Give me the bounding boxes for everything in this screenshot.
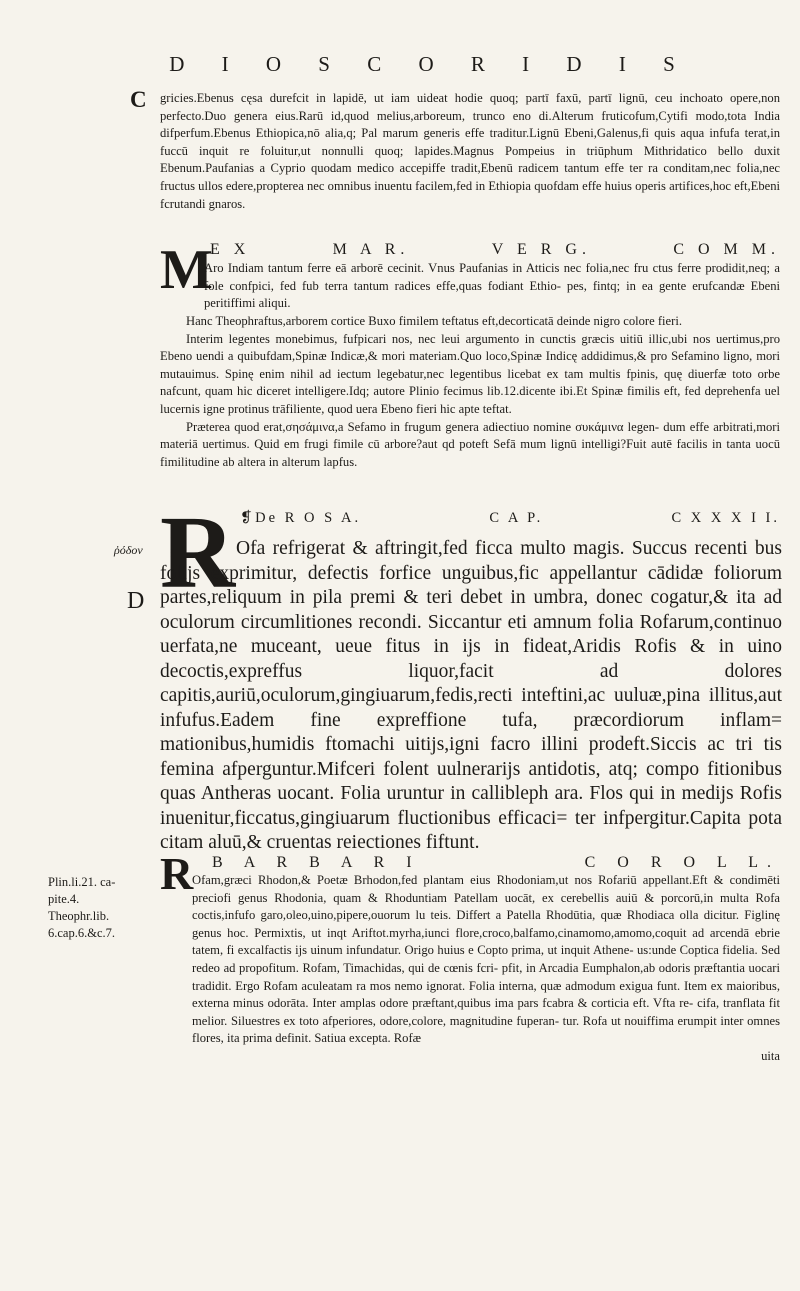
barbari-heading bbox=[212, 854, 780, 872]
heading-word: M A R. bbox=[332, 241, 410, 258]
catchword: uita bbox=[761, 1048, 780, 1063]
barbari-heading-row bbox=[212, 854, 780, 872]
chapter-number: C X X X I I. bbox=[671, 510, 780, 526]
chapter-title-text: De R O S A. bbox=[255, 510, 362, 526]
rosa-chapter-text bbox=[160, 537, 782, 856]
commentary-paragraph-2: Hanc Theophraftus,arborem cortice Buxo fimilem teftatus eft,decorticatā deinde nigro colore fieri. bbox=[186, 314, 682, 328]
heading-word: E X bbox=[210, 241, 251, 258]
rosa-paragraph: Ofa refrigerat & aftringit,fed ficca multo magis. Succus recenti bus folijs exprimitur, defectis forfice unguibus,fic appellantur cādidæ foliorum partes,reliquum in pila premi & teri debet in umbra, donec cogatur,& ita ad oculorum circumlitiones recondi. Siccantur eti amnum folia Rofarum,continuo uerfata,ne muceant, ueue fitus in ijs in fideat,Aridis Rofis & in uino decoctis,expreffus liquor,facit ad dolores capitis,auriū,oculorum,gingiuarum,fedis,recti inteftini,ac uuluæ,pina illitus,aut infufus.Eadem fine expreffione tufa, præcordiorum inflam= mationibus,humidis ftomachi uitijs,igni facro illini prodeft.Siccis ac tri tis femina afperguntur.Mifceri folent uulnerarijs antidotis, atq; compo fitionibus quas Antheras uocant. Folia uruntur in callibleph ara. Flos qui in medijs Rofis inuenitur,ficcatus,gingiuarum fluctionibus efficaci= ter infpergitur.Capita pota citam aluū,& cruentas reiectiones fiftunt. bbox=[160, 538, 782, 853]
commentary-body bbox=[160, 313, 780, 471]
commentary-paragraph-3: Interim legentes monebimus, fufpicari nos, nec leui argumento in cunctis græcis uitiū illic,ubi nos uertimus,pro Ebeno uendi a quibufdam,Spinæ Indicæ,& mori materiam.Quo loco,Spinæ Indicę addidimus,& pro Sefamino ligno, mori mutauimus. Spinę enim nihil ad iectum legebatur,nec legentibus licebat ex tam multis fpinis, quę diuerfæ toto orbe nafcunt, quam hic diceret intelligere.Idq; autore Plinio fecimus lib.12.dicente ibi.Et Spinæ fimilis eft, fed deprehenfa uel lucernis igne protinus trāfiliente, quod uera Ebeno fieri hic apte teftat. bbox=[160, 331, 780, 416]
barbari-body bbox=[192, 872, 780, 1066]
heading-word: B A R B A R I bbox=[212, 854, 421, 871]
commentary-first-lines bbox=[204, 260, 780, 313]
margin-ref-line: Theophr.lib. bbox=[48, 909, 110, 923]
commentary-paragraph-1: Aro Indiam tantum ferre eā arborē cecinit. Vnus Paufanias in Atticis nec folia,nec fru ctus ferre prodidit,neq; a fole confpici, fed fub terra tantum radices effe,quas fodiant Ethio- pes, fintq; in ea gente erufcandæ Ebeni peritiffimi aliqui. bbox=[204, 261, 780, 311]
dropcap-m: M bbox=[160, 239, 213, 301]
margin-rhodon: ῥόδον bbox=[114, 543, 143, 557]
margin-letter-d: D bbox=[127, 588, 145, 614]
commentary-heading-row bbox=[210, 241, 780, 259]
running-header: D I O S C O R I D I S bbox=[169, 52, 691, 76]
dropcap-r-large: R bbox=[160, 495, 236, 610]
barbari-paragraph: Ofam,græci Rhodon,& Poetæ Brhodon,fed plantam eius Rhodoniam,ut nos Rofariū appellant.Eft & condimēti preciofi genus Rhodonia, quam & Rhoduntiam Patellam uocāt, ex cerebellis auiū & porcorū,in multa Rofa coctis,infufo garo,oleo,uino,pipere,ouorum lu teis. Differt a Patella Rhodūtia, quæ Rhodiaca olla dicitur. Figlinę genus hoc. Permixtis, ut inqt Ariftot.myrha,iunci flore,croco,balfamo,cinamomo,amomo,coquit ad arcendā ebrie tatem, fi excalfactis ijs uinum infundatur. Origo huius e Copto prima, ut inquit Athene- us:unde Coptica fidelia. Sed redeo ad propofitum. Rofam, Timachidas, qui de cœnis fcri- pfit, in Arcadia Eumphalon,ab odoris præftantia uocari tradidit. Ergo Rofam aculeatam ra mos nemo ignorat. Folia interna, quæ admodum exigua funt. Item ex maioribus, externa minus odorāta. Inter amplas odore præftant,quibus ima pars fcabra & corticia eft. Vfta re- cifa, tranflata fit melior. Siluestres ex toto afperiores, odore,colore, magnitudine fuperan- tur. Rofa ut nouiffima erumpit inter omnes flores, ita prima definit. Satiua excepta. Rofæ bbox=[192, 873, 780, 1046]
heading-word: C O M M. bbox=[673, 241, 780, 258]
commentary-heading bbox=[210, 241, 780, 259]
margin-ref-line: pite.4. bbox=[48, 892, 80, 906]
commentary-paragraph-4: Præterea quod erat,σησάμινα,a Sefamo in frugum genera adiectiuo nomine συκάμινα legen- dum effe arbitrati,mori materiā uertimus. Quid em frugi fimile cū arbore?aut qd poteft Sefā mum lignū intelligi?Fuit autē facilis in tanta uocū fimilitudine ab altera in alterum lapfus. bbox=[160, 419, 780, 469]
heading-word: C O R O L L. bbox=[584, 854, 780, 871]
margin-references bbox=[48, 874, 115, 942]
heading-word: V E R G. bbox=[491, 241, 591, 258]
chapter-label: C A P. bbox=[489, 510, 544, 526]
ebenus-section bbox=[160, 90, 780, 213]
pilcrow-mark: ❡ bbox=[240, 510, 256, 526]
chapter-title bbox=[240, 510, 361, 527]
margin-ref-line: Plin.li.21. ca- bbox=[48, 875, 116, 889]
ebenus-paragraph: gricies.Ebenus cęsa durefcit in lapidē, ut iam uideat hodie quoq; partī faxū, partī lignū, ceu inchoato opere,non perfecto.Duo genera eius.Rarū id,quod melius,arboreum, trunco eno di.Alterum fruticofum,Cytifi modo,tota India difperfum.Ebenus Ethiopica,nō alia,q; Pal marum generis effe traditur.Lignū Ebeni,Galenus,fi quis aqua infufa terat,in fuccū inquit re foluitur,ut nonnulli quoq; lapides.Magnus Pompeius in triūphum Mithridatico bello duxit Ebenum.Paufanias a Cyprio quodam medico accepiffe tradit,Ebenū radicem tantum effe ter ra conditam,nec folia,nec fructus ullos edere,propterea nec omnibus inuentu facilem,fed in Ethiopia quofdam effe huius operis artifices,hoc eft,Ebeni fcrutandi gnaros. bbox=[160, 91, 780, 211]
dropcap-r-small: R bbox=[160, 848, 194, 899]
margin-ref-line: 6.cap.6.&c.7. bbox=[48, 926, 115, 940]
chapter-heading bbox=[240, 510, 780, 527]
margin-letter-c: C bbox=[130, 87, 147, 112]
